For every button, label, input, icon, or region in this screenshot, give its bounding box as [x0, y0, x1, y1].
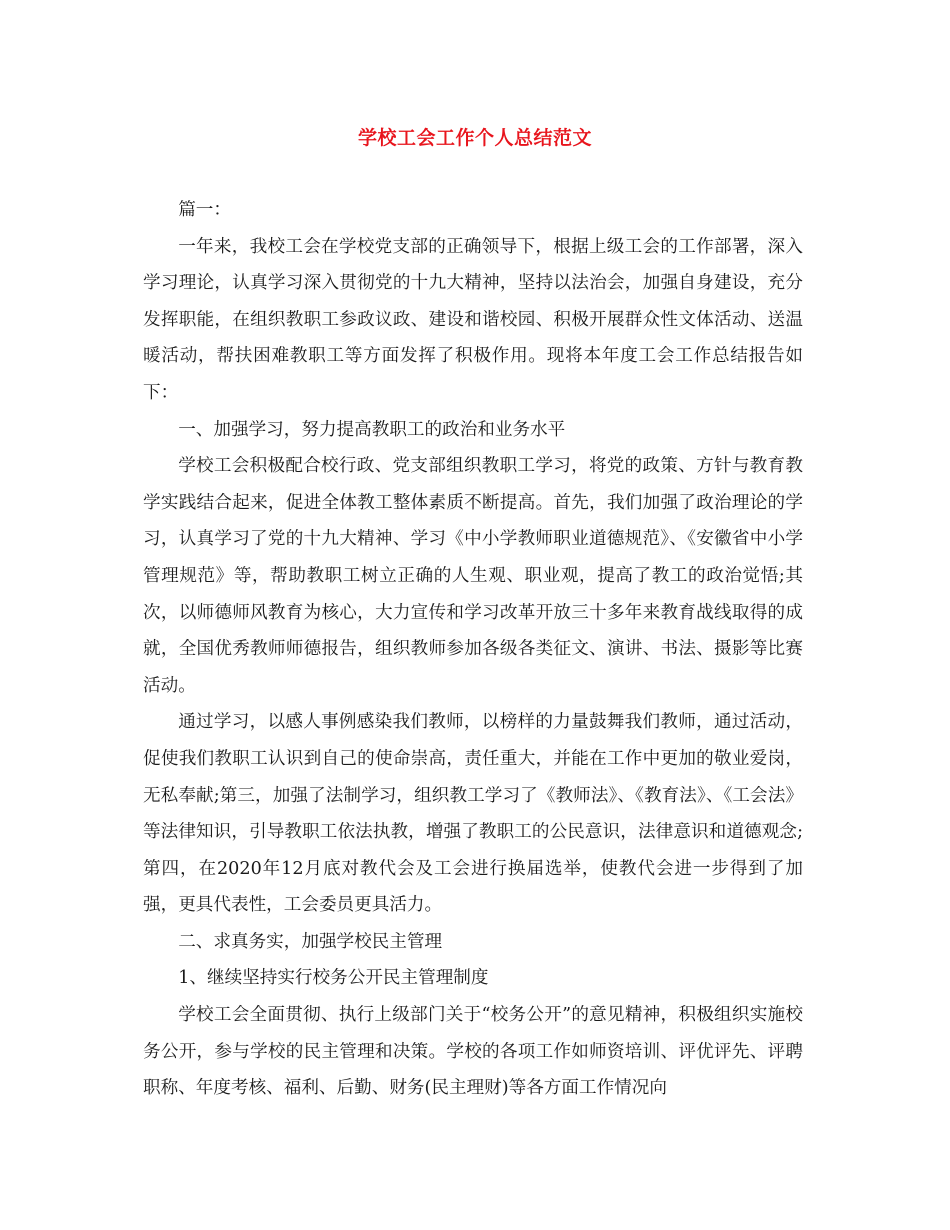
body-paragraph: 一年来，我校工会在学校党支部的正确领导下，根据上级工会的工作部署，深入学习理论，认真学习深入贯彻党的十九大精神，坚持以法治会，加强自身建设，充分发挥职能，在组织教职工参政议政、建设和谐校园、积极开展群众性文体活动、送温暖活动，帮扶困难教职工等方面发挥了积极作用。现将本年度工会工作总结报告如下： — [143, 236, 803, 403]
document-title: 学校工会工作个人总结范文 — [357, 127, 592, 149]
section-heading: 一、加强学习，努力提高教职工的政治和业务水平 — [178, 419, 566, 440]
document-body — [143, 192, 803, 1107]
body-paragraph: 通过学习，以感人事例感染我们教师，以榜样的力量鼓舞我们教师，通过活动，促使我们教职工认识到自己的使命崇高，责任重大，并能在工作中更加的敬业爱岗，无私奉献;第三，加强了法制学习，组织教工学习了《教师法》、《教育法》、《工会法》等法律知识，引导教职工依法执教，增强了教职工的公民意识，法律意识和道德观念;第四，在2020年12月底对教代会及工会进行换届选举，使教代会进一步得到了加强，更具代表性，工会委员更具活力。 — [143, 712, 803, 916]
section-label: 篇一： — [178, 200, 231, 220]
body-paragraph: 学校工会全面贯彻、执行上级部门关于“校务公开”的意见精神，积极组织实施校务公开，参与学校的民主管理和决策。学校的各项工作如师资培训、评优评先、评聘职称、年度考核、福利、后勤、财务(民主理财)等各方面工作情况向 — [143, 1005, 803, 1099]
body-paragraph: 学校工会积极配合校行政、党支部组织教职工学习，将党的政策、方针与教育教学实践结合起来，促进全体教工整体素质不断提高。首先，我们加强了政治理论的学习，认真学习了党的十九大精神、学习《中小学教师职业道德规范》、《安徽省中小学管理规范》等，帮助教职工树立正确的人生观、职业观，提高了教工的政治觉悟;其次，以师德师风教育为核心，大力宣传和学习改革开放三十多年来教育战线取得的成就，全国优秀教师师德报告，组织教师参加各级各类征文、演讲、书法、摄影等比赛活动。 — [143, 456, 803, 696]
section-heading: 二、求真务实，加强学校民主管理 — [178, 931, 443, 952]
subsection-heading: 1、继续坚持实行校务公开民主管理制度 — [178, 968, 489, 989]
